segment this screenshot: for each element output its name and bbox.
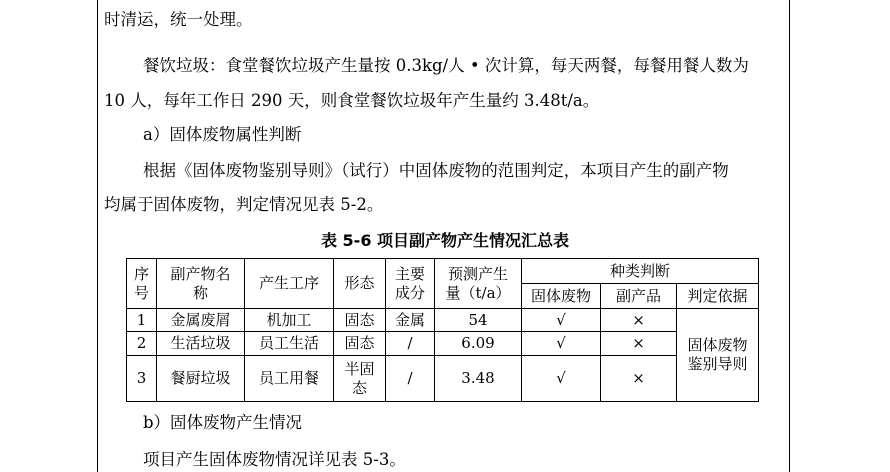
header-no: 序 号 [127, 259, 157, 309]
header-name: 副产物名 称 [157, 259, 245, 309]
header-judgement: 种类判断 [522, 259, 759, 284]
table-row [127, 356, 759, 402]
table-caption: 表 5-6 项目副产物产生情况汇总表 [320, 231, 570, 250]
cell-name: 餐厨垃圾 [157, 356, 245, 402]
paragraph-line: 时清运，统一处理。 [104, 10, 253, 29]
cell-amount: 6.09 [435, 332, 522, 356]
header-form: 形态 [334, 259, 386, 309]
section-heading: a）固体废物属性判断 [143, 125, 302, 144]
cell-form: 半固 态 [334, 356, 386, 402]
cell-amount: 3.48 [435, 356, 522, 402]
header-process: 产生工序 [245, 259, 334, 309]
paragraph-line: 餐饮垃圾：食堂餐饮垃圾产生量按 0.3kg/人 • 次计算，每天两餐，每餐用餐人数为 [143, 56, 749, 75]
cell-name: 生活垃圾 [157, 332, 245, 356]
header-byproduct: 副产品 [601, 284, 677, 309]
cell-process: 员工生活 [245, 332, 334, 356]
paragraph-line: 10 人，每年工作日 290 天，则食堂餐饮垃圾年产生量约 3.48t/a。 [104, 91, 600, 110]
cell-no: 1 [127, 309, 157, 332]
cell-amount: 54 [435, 309, 522, 332]
paragraph-line: 项目产生固体废物情况详见表 5-3。 [143, 450, 406, 469]
table-header-row [127, 259, 759, 284]
cell-solid-waste: √ [522, 309, 601, 332]
paragraph-line: 根据《固体废物鉴别导则》（试行）中固体废物的范围判定，本项目产生的副产物 [143, 161, 729, 180]
paragraph-line: 均属于固体废物，判定情况见表 5-2。 [104, 195, 384, 214]
cell-byproduct: × [601, 309, 677, 332]
cell-process: 机加工 [245, 309, 334, 332]
cell-form: 固态 [334, 309, 386, 332]
cell-basis: 固体废物 鉴别导则 [677, 309, 759, 402]
header-solid-waste: 固体废物 [522, 284, 601, 309]
cell-solid-waste: √ [522, 332, 601, 356]
cell-byproduct: × [601, 356, 677, 402]
cell-solid-waste: √ [522, 356, 601, 402]
header-basis: 判定依据 [677, 284, 759, 309]
header-composition: 主要 成分 [386, 259, 435, 309]
cell-no: 2 [127, 332, 157, 356]
byproduct-table [126, 258, 759, 402]
section-heading: b）固体废物产生情况 [143, 413, 303, 432]
cell-process: 员工用餐 [245, 356, 334, 402]
table-row [127, 309, 759, 332]
cell-no: 3 [127, 356, 157, 402]
cell-name: 金属废屑 [157, 309, 245, 332]
cell-form: 固态 [334, 332, 386, 356]
header-amount: 预测产生 量（t/a） [435, 259, 522, 309]
cell-byproduct: × [601, 332, 677, 356]
cell-composition: 金属 [386, 309, 435, 332]
table-row [127, 332, 759, 356]
cell-composition: / [386, 332, 435, 356]
cell-composition: / [386, 356, 435, 402]
